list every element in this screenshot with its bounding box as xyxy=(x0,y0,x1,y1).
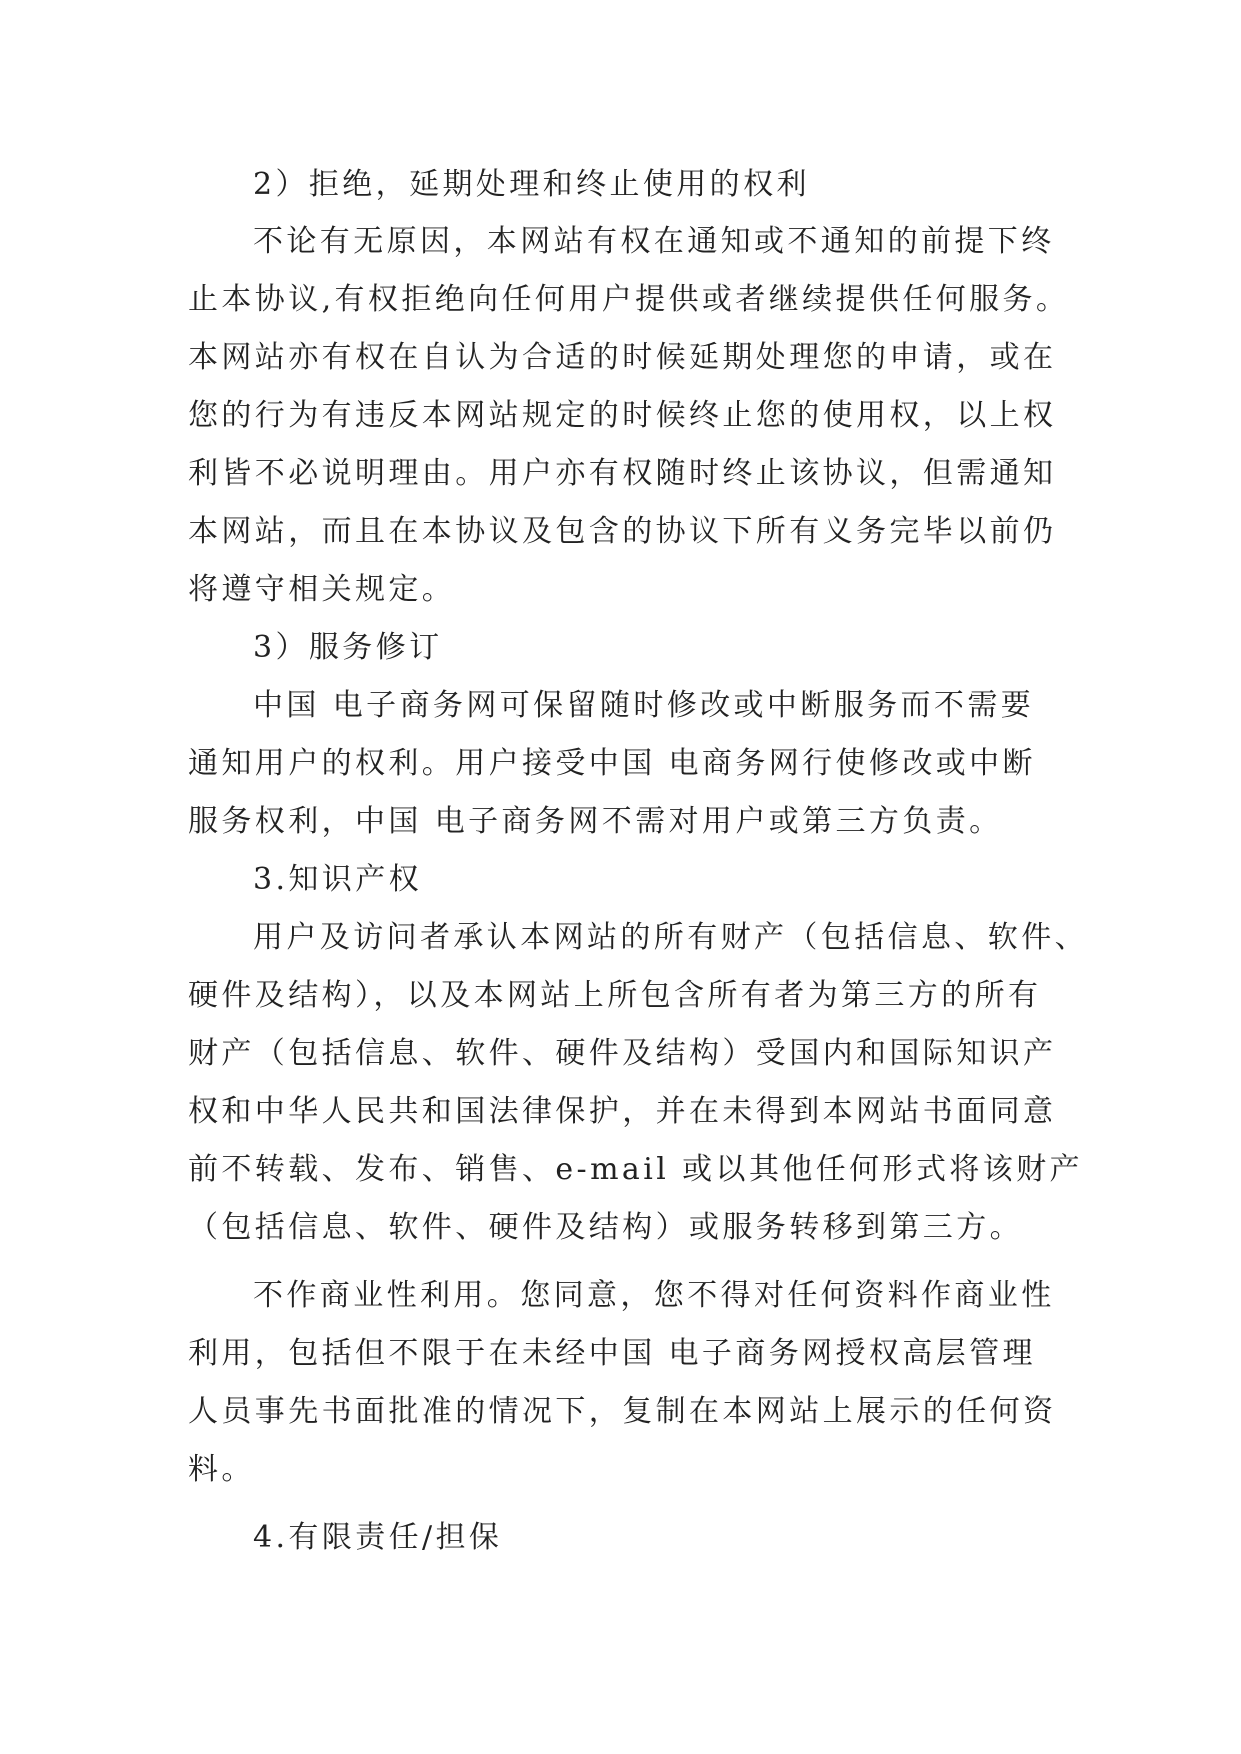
section-heading-ip: 3.知识产权 xyxy=(253,862,423,897)
paragraph-line: 将遵守相关规定。 xyxy=(188,572,456,607)
paragraph-line: 不论有无原因，本网站有权在通知或不通知的前提下终 xyxy=(253,224,1055,259)
paragraph-line: 中国 电子商务网可保留随时修改或中断服务而不需要 xyxy=(253,688,1035,723)
paragraph-line: 料。 xyxy=(188,1452,255,1487)
paragraph-line: 人员事先书面批准的情况下，复制在本网站上展示的任何资 xyxy=(188,1394,1057,1429)
paragraph-line: 本网站，而且在本协议及包含的协议下所有义务完毕以前仍 xyxy=(188,514,1057,549)
paragraph-line: 止本协议,有权拒绝向任何用户提供或者继续提供任何服务。 xyxy=(188,282,1070,317)
paragraph-line: 利皆不必说明理由。用户亦有权随时终止该协议，但需通知 xyxy=(188,456,1057,491)
paragraph-line: 服务权利，中国 电子商务网不需对用户或第三方负责。 xyxy=(188,804,1003,839)
paragraph-line: 前不转载、发布、销售、e-mail 或以其他任何形式将该财产 xyxy=(188,1152,1083,1187)
paragraph-line: 不作商业性利用。您同意，您不得对任何资料作商业性 xyxy=(253,1278,1055,1313)
paragraph-line: 硬件及结构），以及本网站上所包含所有者为第三方的所有 xyxy=(188,978,1042,1013)
section-heading-liability: 4.有限责任/担保 xyxy=(253,1520,503,1555)
paragraph-line: 通知用户的权利。用户接受中国 电商务网行使修改或中断 xyxy=(188,746,1036,781)
paragraph-line: 您的行为有违反本网站规定的时候终止您的使用权，以上权 xyxy=(188,398,1057,433)
clause-heading-service-revision: 3）服务修订 xyxy=(253,630,443,665)
paragraph-line: （包括信息、软件、硬件及结构）或服务转移到第三方。 xyxy=(188,1210,1023,1245)
paragraph-line: 用户及访问者承认本网站的所有财产（包括信息、软件、 xyxy=(253,920,1088,955)
paragraph-line: 财产（包括信息、软件、硬件及结构）受国内和国际知识产 xyxy=(188,1036,1057,1071)
paragraph-line: 本网站亦有权在自认为合适的时候延期处理您的申请，或在 xyxy=(188,340,1057,375)
paragraph-line: 利用，包括但不限于在未经中国 电子商务网授权高层管理 xyxy=(188,1336,1036,1371)
clause-heading-refusal: 2）拒绝，延期处理和终止使用的权利 xyxy=(253,167,810,202)
paragraph-line: 权和中华人民共和国法律保护，并在未得到本网站书面同意 xyxy=(188,1094,1057,1129)
